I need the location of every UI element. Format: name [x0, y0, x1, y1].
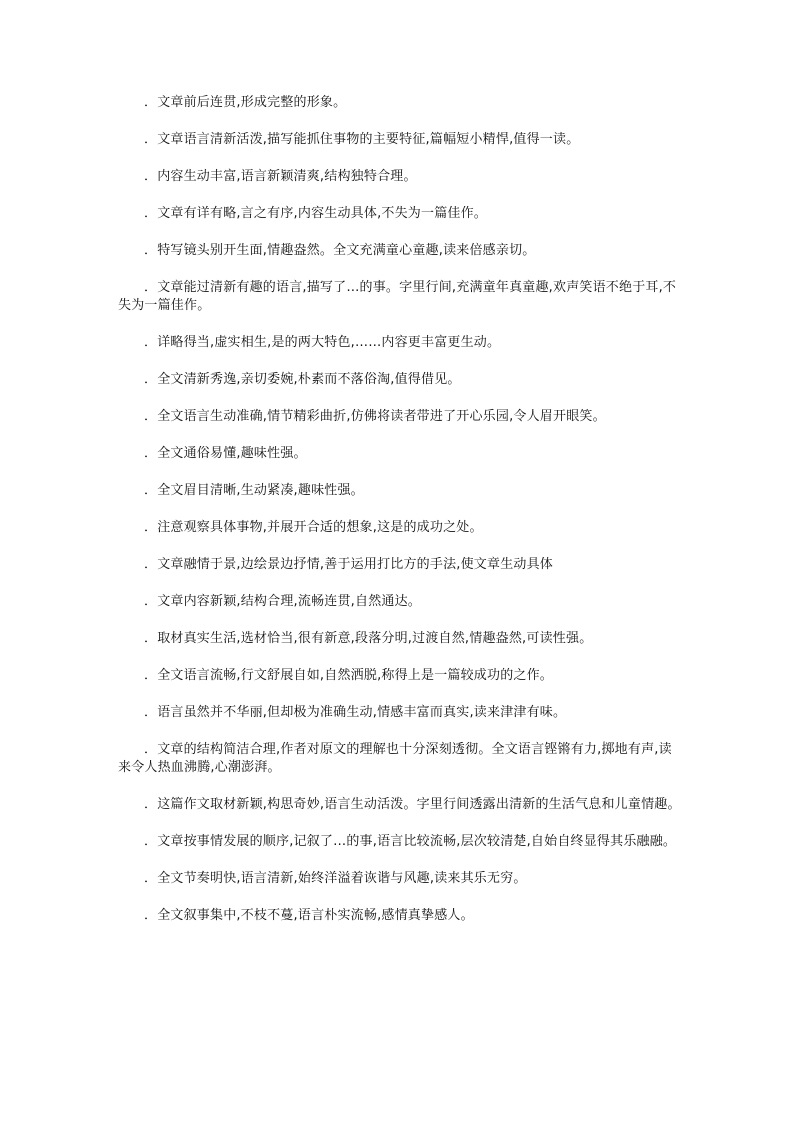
comment-paragraph-3: ．内容生动丰富,语言新颖清爽,结构独特合理。	[144, 169, 417, 184]
comment-paragraph-17: ．语言虽然并不华丽,但却极为准确生动,情感丰富而真实,读来津津有味。	[144, 705, 567, 720]
comment-paragraph-6: ．文章能过清新有趣的语言,描写了…的事。字里行间,充满童年真童趣,欢声笑语不绝于耳,不失为一篇佳作。	[118, 280, 677, 313]
comment-paragraph-1: ．文章前后连贯,形成完整的形象。	[144, 95, 347, 110]
comment-paragraph-15: ．取材真实生活,选材恰当,很有新意,段落分明,过渡自然,情趣盎然,可读性强。	[144, 631, 593, 646]
comment-paragraph-10: ．全文通俗易懂,趣味性强。	[144, 446, 307, 461]
comment-paragraph-18: ．文章的结构简洁合理,作者对原文的理解也十分深刻透彻。全文语言铿锵有力,掷地有声,读来令人热血沸腾,心潮澎湃。	[118, 742, 672, 775]
comment-paragraph-14: ．文章内容新颖,结构合理,流畅连贯,自然通达。	[144, 594, 421, 609]
comment-paragraph-8: ．全文清新秀逸,亲切委婉,朴素而不落俗淘,值得借见。	[144, 372, 461, 387]
comment-paragraph-13: ．文章融情于景,边绘景边抒情,善于运用打比方的手法,使文章生动具体	[144, 557, 553, 572]
comment-paragraph-11: ．全文眉目清晰,生动紧凑,趣味性强。	[144, 483, 364, 498]
comment-paragraph-7: ．详略得当,虚实相生,是的两大特色,……内容更丰富更生动。	[144, 335, 501, 350]
comment-paragraph-5: ．特写镜头别开生面,情趣盎然。全文充满童心童趣,读来倍感亲切。	[144, 243, 536, 258]
document-body	[118, 94, 684, 944]
comment-paragraph-16: ．全文语言流畅,行文舒展自如,自然洒脱,称得上是一篇较成功的之作。	[144, 668, 553, 683]
comment-paragraph-2: ．文章语言清新活泼,描写能抓住事物的主要特征,篇幅短小精悍,值得一读。	[144, 132, 580, 147]
comment-paragraph-12: ．注意观察具体事物,并展开合适的想象,这是的成功之处。	[144, 520, 483, 535]
comment-paragraph-19: ．这篇作文取材新颖,构思奇妙,语言生动活泼。字里行间透露出清新的生活气息和儿童情趣。	[144, 797, 681, 812]
comment-paragraph-20: ．文章按事情发展的顺序,记叙了…的事,语言比较流畅,层次较清楚,自始自终显得其乐融融。	[144, 834, 677, 849]
comment-paragraph-9: ．全文语言生动准确,情节精彩曲折,仿佛将读者带进了开心乐园,令人眉开眼笑。	[144, 409, 606, 424]
comment-paragraph-21: ．全文节奏明快,语言清新,始终洋溢着诙谐与风趣,读来其乐无穷。	[144, 871, 527, 886]
comment-paragraph-4: ．文章有详有略,言之有序,内容生动具体,不失为一篇佳作。	[144, 206, 487, 221]
comment-paragraph-22: ．全文叙事集中,不枝不蔓,语言朴实流畅,感情真挚感人。	[144, 908, 474, 923]
